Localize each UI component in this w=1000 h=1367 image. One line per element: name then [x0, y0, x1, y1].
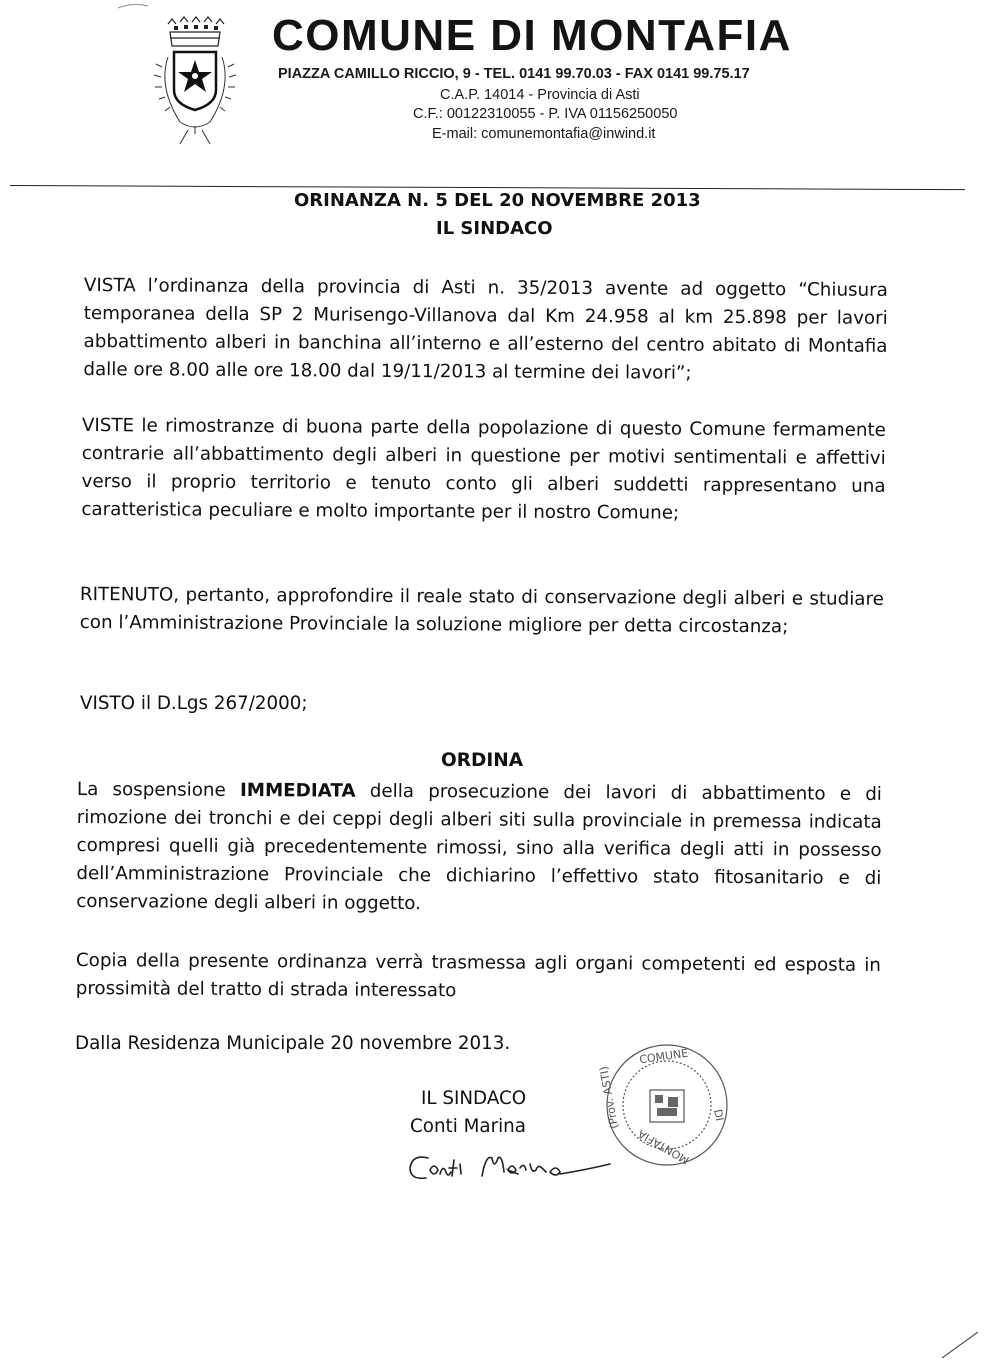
immediata-emphasis: IMMEDIATA	[239, 779, 356, 802]
tax-code-line: C.F.: 00122310055 - P. IVA 01156250050	[413, 106, 678, 122]
paragraph-ritenuto: RITENUTO, pertanto, approfondire il reale stato di conservazione degli alberi e studiare con l’Amministrazione Provinciale la soluzione migliore per detta circostanza;	[79, 583, 884, 638]
ordinance-title: ORINANZA N. 5 DEL 20 NOVEMBRE 2013	[294, 190, 701, 211]
ordina-text-start: La sospensione	[76, 778, 241, 801]
municipal-crest-logo	[140, 12, 250, 152]
address-line: PIAZZA CAMILLO RICCIO, 9 - TEL. 0141 99.70.03 - FAX 0141 99.75.17	[278, 66, 750, 82]
municipal-stamp	[597, 1040, 732, 1170]
svg-text:MONTAFIA: MONTAFIA	[635, 1126, 692, 1167]
ordina-heading: ORDINA	[441, 750, 524, 771]
ordina-text-rest: della prosecuzione dei lavori di abbattimento e di rimozione dei tronchi e dei ceppi degli alberi siti sulla provinciale in premessa indicata compresi quelli già precedentemente rimossi, sino alla verifica degli atti in possesso dell’Amministrazione Provinciale che dichiarino l’effettivo stato fitosanitario e di conservazione degli alberi in oggetto.	[76, 780, 882, 915]
paragraph-date: Dalla Residenza Municipale 20 novembre 2013.	[75, 1033, 511, 1054]
paragraph-copia: Copia della presente ordinanza verrà trasmessa agli organi competenti ed esposta in prossimità del tratto di strada interessato	[75, 949, 881, 1002]
scan-mark	[118, 0, 148, 12]
svg-text:DI: DI	[711, 1108, 726, 1123]
ordinance-issuer: IL SINDACO	[436, 218, 553, 239]
svg-text:COMUNE: COMUNE	[638, 1046, 689, 1067]
paragraph-ordina	[76, 776, 882, 921]
svg-text:(Prov. ASTI): (Prov. ASTI)	[597, 1065, 621, 1130]
paragraph-viste: VISTE le rimostranze di buona parte della popolazione di questo Comune fermamente contrarie all’abbattimento degli alberi in questione per motivi sentimentali e affettivi verso il proprio territorio e tenuto conto gli alberi suddetti rappresentano una caratteristica peculiare e molto importante per il nostro Comune;	[81, 414, 886, 524]
email-line: E-mail: comunemontafia@inwind.it	[432, 126, 656, 142]
paragraph-vista: VISTA l’ordinanza della provincia di Asti n. 35/2013 avente ad oggetto “Chiusura temporanea della SP 2 Murisengo-Villanova dal Km 24.958 al km 25.898 per lavori abbattimento alberi in banchina all’interno e all’esterno del centro abitato di Montafia dalle ore 8.00 alle ore 18.00 dal 19/11/2013 al termine dei lavori”;	[83, 274, 888, 384]
postal-code-line: C.A.P. 14014 - Provincia di Asti	[440, 87, 640, 103]
signatory-role: IL SINDACO	[421, 1088, 527, 1109]
paragraph-visto: VISTO il D.Lgs 267/2000;	[80, 693, 308, 714]
scan-corner-mark	[940, 1330, 980, 1360]
municipality-title: COMUNE DI MONTAFIA	[272, 11, 792, 60]
signatory-name: Conti Marina	[410, 1116, 526, 1137]
handwritten-signature	[400, 1140, 615, 1190]
